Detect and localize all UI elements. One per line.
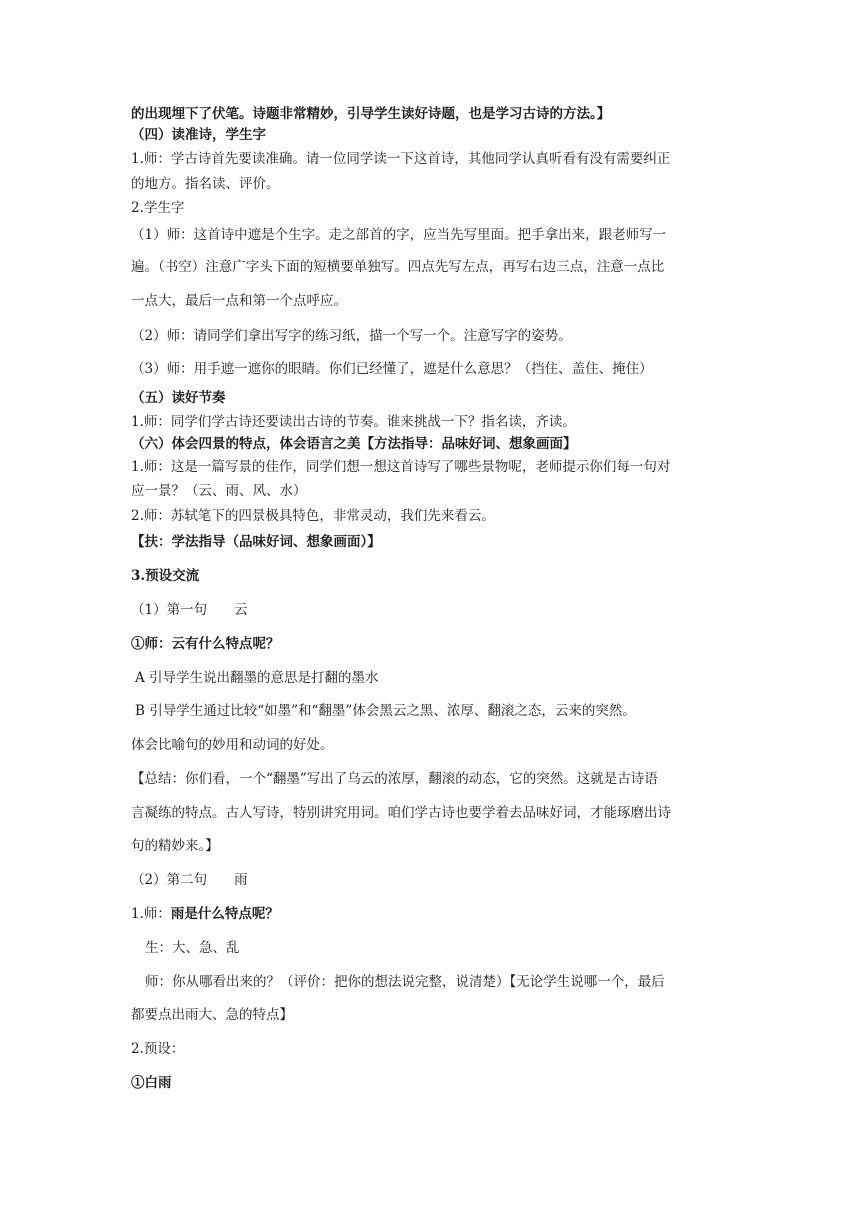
paragraph-line: ①白雨 (131, 1075, 172, 1091)
summary-line: 【总结：你们看，一个“翻墨”写出了乌云的浓厚，翻滚的动态，它的突然。这就是古诗语 (131, 771, 658, 787)
paragraph-line: 一点大，最后一点和第一个点呼应。 (131, 293, 347, 309)
paragraph-line: 的出现埋下了伏笔。诗题非常精妙，引导学生读好诗题，也是学习古诗的方法。】 (131, 106, 611, 122)
paragraph-line: （1）师：这首诗中遮是个生字。走之部首的字，应当先写里面。把手拿出来，跟老师写一 (131, 227, 667, 243)
section-heading: （六）体会四景的特点，体会语言之美【方法指导：品味好词、想象画面】 (131, 436, 577, 452)
line-bold-part: 雨是什么特点呢？ (170, 906, 279, 922)
paragraph-line: 生：大、急、乱 (145, 940, 240, 956)
line-prefix: 1.师： (131, 906, 171, 922)
summary-line: 句的精妙来。】 (131, 838, 219, 854)
paragraph-line: 1.师：这是一篇写景的佳作，同学们想一想这首诗写了哪些景物呢，老师提示你们每一句对 (131, 459, 671, 475)
paragraph-line: （2）师：请同学们拿出写字的练习纸，描一个写一个。注意写字的姿势。 (131, 328, 572, 344)
paragraph-line: （2）第二句 雨 (131, 872, 248, 888)
paragraph-line: 2.学生字 (131, 200, 185, 216)
paragraph-line: 师：你从哪看出来的？（评价：把你的想法说完整，说清楚）【无论学生说哪一个，最后 (145, 974, 665, 990)
summary-line: 言凝练的特点。古人写诗，特别讲究用词。咱们学古诗也要学着去品味好词，才能琢磨出诗 (131, 805, 671, 821)
paragraph-line: 2.预设： (131, 1041, 185, 1057)
paragraph-line (131, 904, 731, 924)
method-note: 【扶：学法指导（品味好词、想象画面）】 (131, 534, 381, 550)
paragraph-line: 1.师：同学们学古诗还要读出古诗的节奏。谁来挑战一下？指名读，齐读。 (131, 414, 576, 430)
paragraph-line: A 引导学生说出翻墨的意思是打翻的墨水 (135, 670, 379, 686)
paragraph-line: （1）第一句 云 (131, 602, 248, 618)
subsection-heading: 3.预设交流 (131, 568, 200, 584)
paragraph-line: 2.师：苏轼笔下的四景极具特色，非常灵动，我们先来看云。 (131, 508, 495, 524)
paragraph-line: 体会比喻句的妙用和动词的好处。 (131, 737, 334, 753)
paragraph-line: 的地方。指名读、评价。 (131, 176, 280, 192)
paragraph-line: 遍。（书空）注意广字头下面的短横要单独写。四点先写左点，再写右边三点，注意一点比 (131, 259, 665, 275)
paragraph-line: （3）师：用手遮一遮你的眼睛。你们已经懂了，遮是什么意思？（挡住、盖住、掩住） (131, 361, 653, 377)
section-heading: （四）读准诗，学生字 (131, 127, 266, 143)
paragraph-line: 应一景？（云、雨、风、水） (131, 483, 307, 499)
section-heading: （五）读好节奏 (131, 390, 226, 406)
paragraph-line: 都要点出雨大、急的特点】 (131, 1007, 293, 1023)
paragraph-line: 1.师：学古诗首先要读准确。请一位同学读一下这首诗，其他同学认真听看有没有需要纠正 (131, 151, 671, 167)
paragraph-line: B 引导学生通过比较“如墨”和“翻墨”体会黑云之黑、浓厚、翻滚之态，云来的突然。 (135, 703, 636, 719)
paragraph-line: ①师：云有什么特点呢？ (131, 636, 280, 652)
